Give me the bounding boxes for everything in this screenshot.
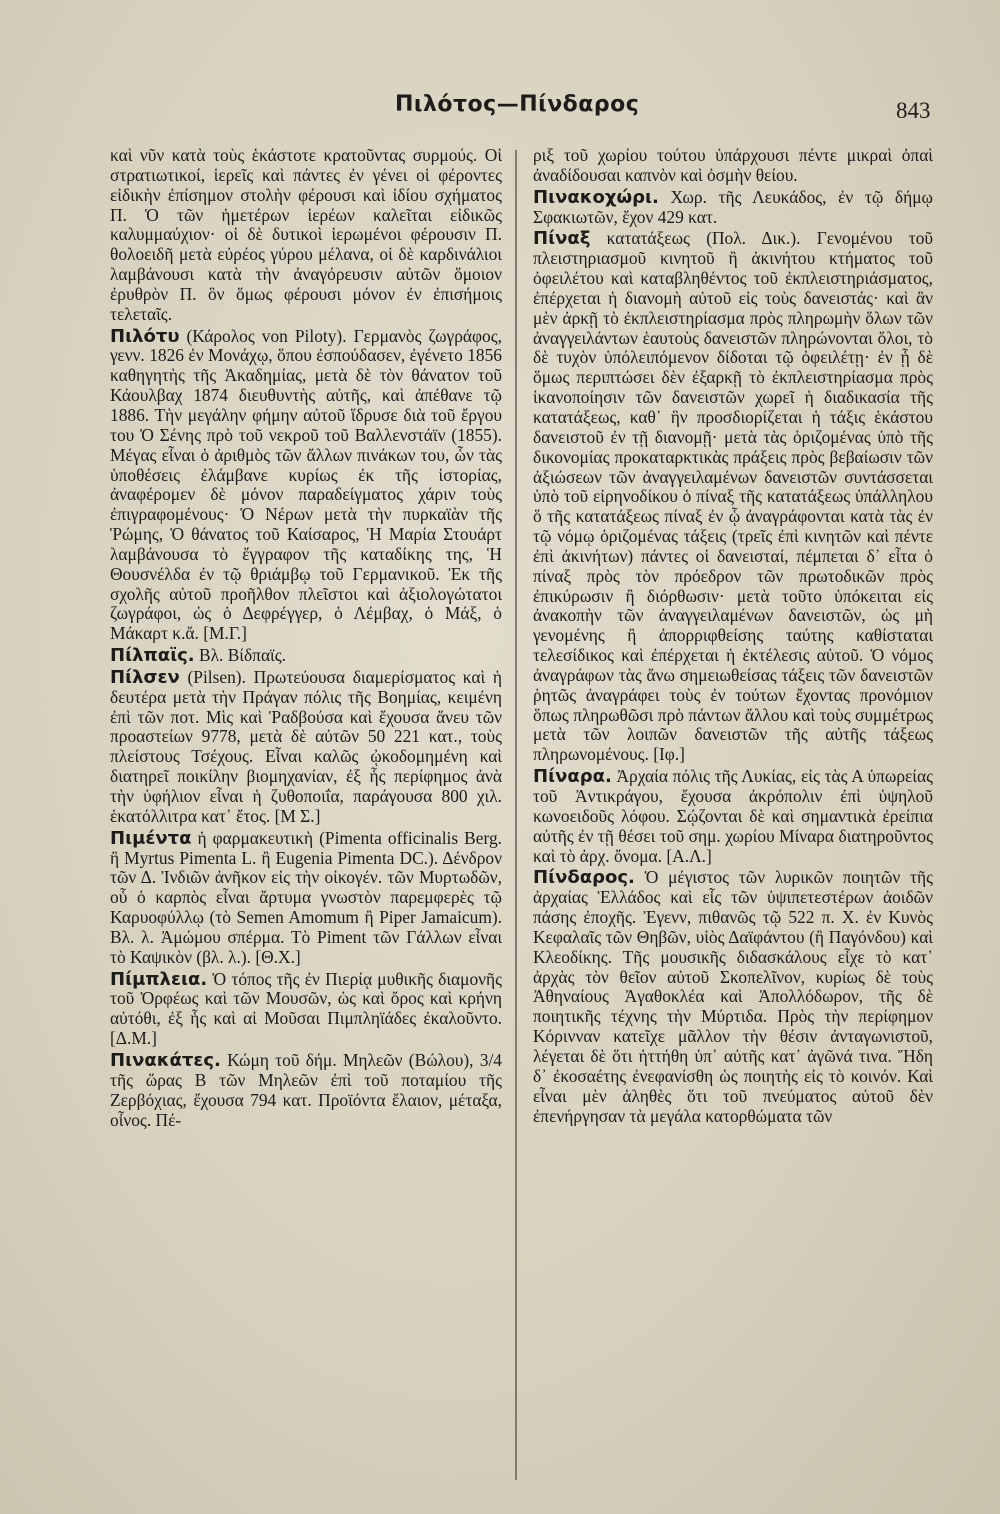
entry-headword: Πινακοχώρι. xyxy=(533,186,659,208)
page-number: 843 xyxy=(896,98,931,123)
entry-pindaros xyxy=(533,868,933,1126)
entry-text: Ὁ τόπος τῆς ἐν Πιερίᾳ μυθικῆς διαμονῆς τοῦ Ὀρφέως καὶ τῶν Μουσῶν, ὡς καὶ ὄρος καὶ κρήνη αὐτόθι, ἐξ ἧς καὶ αἱ Μοῦσαι Πιμπληϊάδες ἐκαλοῦντο. [Δ.Μ.] xyxy=(110,968,502,1049)
entry-headword: Πίναρα. xyxy=(533,766,612,788)
entry-text: κατατάξεως (Πολ. Δικ.). Γενομένου τοῦ πλειστηριασμοῦ κινητοῦ ἢ ἀκινήτου κτήματος τοῦ ὀφειλέτου καὶ καταβληθέντος τοῦ ἐκπλειστηριάσματος, ἐπέρχεται ἡ διανομὴ αὐτοῦ εἰς τοὺς δανειστάς· καὶ ἂν μὲν ἀρκῇ τὸ ἐκπλειστηρίασμα πρὸς πληρωμὴν ὅλων τῶν ἀναγγειλάντων ἑαυτοὺς δανειστῶν πληρώνονται ὅλοι, τὸ δὲ τυχὸν ὑπόλειπόμενον δίδοται τῷ ὀφειλέτῃ· ἐν ᾗ δὲ ὅμως περιπτώσει δὲν ἐξαρκῇ τὸ ἐκπλειστηρίασμα πρὸς ἱκανοποίησιν τῶν δανειστῶν χωρεῖ ἡ διαδικασία τῆς κατατάξεως, καθ᾽ ἣν προσδιορίζεται ἡ τάξις ἑκάστου δανειστοῦ ἐν τῇ διανομῇ· μετὰ τὰς ὁριζομένας ὑπὸ τῆς δικονομίας προκαταρκτικὰς πράξεις πρὸς βεβαίωσιν τῶν ἀξιώσεων τῶν ἀναγγειλαμένων δανειστῶν συντάσσεται ὑπὸ τοῦ εἰρηνοδίκου ὁ πίναξ τῆς κατατάξεως ὑπάλληλου ὅ τῆς κατατάξεως πίναξ ἐν ᾧ ἀναγράφονται κατὰ τὰς ἐν τῷ νόμῳ ὁριζομένας τάξεις (τρεῖς ἐπὶ κινητῶν καὶ πέντε ἐπὶ ἀκινήτων) πάντες οἱ δανεισταί, πέμπεται δ᾽ εἶτα ὁ πίναξ πρὸς τὸν πρόεδρον τῶν πρωτοδικῶν πρὸς ἐπικύρωσιν ἢ διόρθωσιν· μετὰ τοῦτο ὑπόκειται εἰς ἀνακοπὴν τῶν ἀναγγειλαμένων δανειστῶν, ὡς μὴ γενομένης ἢ ἀπορριφθείσης ταύτης καθίσταται τελεσίδικος καὶ ἐπέρχεται ἡ ἐκτέλεσις αὐτοῦ. Ὁ νόμος ἀναγράφων τὰς ἄνω σημειωθείσας τάξεις τῶν δανειστῶν ῥητῶς ἀναγράφει τοὺς ἐν τούτων ἔχοντας προνόμιον ὅπως πληρωθῶσι πρὸ πάντων ἄλλου καὶ τοὺς συμμέτρως μετὰ τῶν λοιπῶν δανειστῶν τῆς αὐτῆς τάξεως πληρωνομένους. [Ιφ.] xyxy=(533,228,933,765)
entry-continuation xyxy=(110,146,502,325)
entry-pilpais xyxy=(110,646,502,666)
right-column xyxy=(533,146,933,1128)
entry-text: Κώμη τοῦ δήμ. Μηλεῶν (Βώλου), 3/4 τῆς ὥρας Β τῶν Μηλεῶν ἐπὶ τοῦ ποταμίου τῆς Ζερβόχιας, ἔχουσα 794 κατ. Προϊόντα ἔλαιον, μέταξα, οἶνος. Πέ- xyxy=(110,1049,502,1130)
entry-headword: Πιμέντα xyxy=(110,827,192,849)
entry-pimenta xyxy=(110,829,502,968)
entry-text: (Κάρολος von Piloty). Γερμανὸς ζωγράφος, γενν. 1826 ἐν Μονάχῳ, ὅπου ἐσπούδασεν, ἐγένετο 1856 καθηγητὴς τῆς Ἀκαδημίας, μετὰ δὲ τὸν θάνατον τοῦ Κάουλβαχ 1874 διευθυντὴς αὐτῆς, καὶ ἀπέθανε τῷ 1886. Τὴν μεγάλην φήμην αὐτοῦ ἵδρυσε διὰ τοῦ ἔργου του Ὁ Σένης πρὸ τοῦ νεκροῦ τοῦ Βαλλενστάϊν (1855). Μέγας εἶναι ὁ ἀριθμὸς τῶν ἄλλων πινάκων του, ὧν τὰς ὑποθέσεις ἐλάμβανε κυρίως ἐκ τῆς ἱστορίας, ἀναφέρομεν δὲ μόνον παραδείγματος χάριν τοὺς ἐπιγραφομένους· Ὁ Νέρων μετὰ τὴν πυρκαϊὰν τῆς Ῥώμης, Ὁ θάνατος τοῦ Καίσαρος, Ἡ Μαρία Στουάρτ λαμβάνουσα τὸ ἔγγραφον τῆς καταδίκης της, Ἡ Θουσνέλδα ἐν τῷ θριάμβῳ τοῦ Γερμανικοῦ. Ἐκ τῆς σχολῆς αὐτοῦ προῆλθον πλεῖστοι καὶ ἀξιολογώτατοι ζωγράφοι, ὡς ὁ Δεφρέγγερ, ὁ Λέμβαχ, ὁ Μάξ, ὁ Μάκαρτ κ.ἄ. [Μ.Γ.] xyxy=(110,325,502,644)
entry-text: Ὁ μέγιστος τῶν λυρικῶν ποιητῶν τῆς ἀρχαίας Ἑλλάδος καὶ εἷς τῶν ὑψιπετεστέρων ἀοιδῶν πάσης ἐποχῆς. Ἐγενν, πιθανῶς τῷ 522 π. Χ. ἐν Κυνὸς Κεφαλαῖς τῶν Θηβῶν, υἱὸς Δαϊφάντου (ἢ Παγόνδου) καὶ Κλεοδίκης. Τῆς μουσικῆς διδασκάλους εἶχε τὸ κατ᾽ ἀρχὰς τὸν θεῖον αὐτοῦ Σκοπελῖνον, κυρίως δὲ τοὺς Ἀθηναίους Ἀγαθοκλέα καὶ Ἀπολλόδωρον, τῆς δὲ ποιητικῆς τέχνης τὴν Μύρτιδα. Πρὸς τὴν περίφημον Κόρινναν κατεῖχε μᾶλλον τὴν θέσιν ἀνταγωνιστοῦ, λέγεται δὲ ὅτι ἡττήθη ὑπ᾽ αὐτῆς κατ᾽ ἀγῶνά τινα. Ἤδη δ᾽ ἐκοσαέτης ἐνεφανίσθη ὡς ποιητὴς εἰς τὸ κοινόν. Καὶ εἶναι μὲν ἀληθὲς ὅτι τοῦ πνεύματος αὐτοῦ δὲν ἐπενήργησαν τὰ μεγάλα κατορθώματα τῶν xyxy=(533,867,933,1126)
entry-piloty xyxy=(110,327,502,645)
entry-pinara xyxy=(533,767,933,866)
entry-pinakochori xyxy=(533,188,933,228)
entry-pilsen xyxy=(110,668,502,827)
entry-headword: Πιλότυ xyxy=(110,325,180,347)
entry-pimpleia xyxy=(110,970,502,1049)
entry-headword: Πίμπλεια. xyxy=(110,968,208,990)
entry-pinax xyxy=(533,229,933,765)
entry-text: Χωρ. τῆς Λευκάδος, ἐν τῷ δήμῳ Σφακιωτῶν, ἔχον 429 κατ. xyxy=(533,186,933,227)
entry-text: ριξ τοῦ χωρίου τούτου ὑπάρχουσι πέντε μικραὶ ὀπαὶ ἀναδίδουσαι καπνὸν καὶ ὀσμὴν θείου. xyxy=(533,145,933,185)
entry-headword: Πίλπαϊς. xyxy=(110,645,195,667)
entry-pinakates xyxy=(110,1051,502,1130)
entry-text: Ἀρχαία πόλις τῆς Λυκίας, εἰς τὰς Α ὑπωρείας τοῦ Ἀντικράγου, ἔχουσα ἀκρόπολιν ἐπὶ ὑψηλοῦ κωνοειδοῦς λόφου. Σῴζονται δὲ καὶ σημαντικὰ ἐρείπια αὐτῆς ἐν τῇ θέσει τοῦ σημ. χωρίου Μίναρα διατηροῦντος καὶ τὸ ἀρχ. ὄνομα. [Α.Λ.] xyxy=(533,766,933,866)
column-divider xyxy=(515,150,517,1480)
entry-headword: Πίναξ xyxy=(533,228,591,250)
entry-text: (Pilsen). Πρωτεύουσα διαμερίσματος καὶ ἡ δευτέρα μετὰ τὴν Πράγαν πόλις τῆς Βοημίας, κειμένη ἐπὶ τῶν ποτ. Μὶς καὶ Ῥαδβούσα καὶ ἔχουσα ἄνευ τῶν προαστείων 9778, μετὰ δὲ αὐτῶν 50 221 κατ., τοὺς πλείστους Τσέχους. Εἶναι καλῶς ᾠκοδομημένη καὶ διατηρεῖ ποικίλην βιομηχανίαν, ἐξ ἧς περίφημος ἀνὰ τὴν ὑφήλιον εἶναι ἡ ζυθοποιΐα, παράγουσα 800 χιλ. ἑκατόλλιτρα κατ᾽ ἔτος. [Μ Σ.] xyxy=(110,666,502,826)
entry-headword: Πίνδαρος. xyxy=(533,867,635,889)
left-column xyxy=(110,146,502,1132)
entry-text: καὶ νῦν κατὰ τοὺς ἑκάστοτε κρατοῦντας συρμούς. Οἱ στρατιωτικοί, ἱερεῖς καὶ πάντες ἐν γένει οἱ φέροντες εἰδικὴν ἐπίσημον στολὴν φέρουσι καὶ ἰδίου σχήματος Π. Ὁ τῶν ἡμετέρων ἱερέων καλεῖται εἰδικῶς καλυμμαύχιον· οἱ δὲ δυτικοὶ ἱερωμένοι φέρουσιν Π. θολοειδῆ μετὰ εὐρέος γύρου μέλανα, οἱ δὲ καρδινάλιοι λαμβάνουσι κατὰ τὴν ἀναγόρευσιν αὐτῶν ὅμοιον ἐρυθρὸν Π. ὃν ὅμως φέρουσι μόνον ἐν ἐπισήμοις τελεταῖς. xyxy=(110,145,502,324)
entry-headword: Πίλσεν xyxy=(110,666,180,688)
entry-continuation xyxy=(533,146,933,186)
running-head: Πιλότος—Πίνδαρος xyxy=(395,92,640,117)
entry-headword: Πινακάτες. xyxy=(110,1049,221,1071)
entry-text: Βλ. Βίδπαϊς. xyxy=(198,645,286,666)
page-header xyxy=(0,92,1000,132)
entry-text: ἡ φαρμακευτικὴ (Pimenta officinalis Berg. ἢ Myrtus Pimenta L. ἢ Eugenia Pimenta DC.). Δένδρον τῶν Δ. Ἰνδιῶν ἀνῆκον εἰς τὴν οἰκογέν. τῶν Μυρτωδῶν, οὗ ὁ καρπὸς εἶναι ἄρτυμα γνωστὸν παρεμφερὲς τῷ Καρυοφύλλῳ (τὸ Semen Amomum ἢ Piper Jamaicum). Βλ. λ. Ἀμώμου σπέρμα. Τὸ Piment τῶν Γάλλων εἶναι τὸ Καψικὸν (βλ. λ.). [Θ.Χ.] xyxy=(110,827,502,967)
